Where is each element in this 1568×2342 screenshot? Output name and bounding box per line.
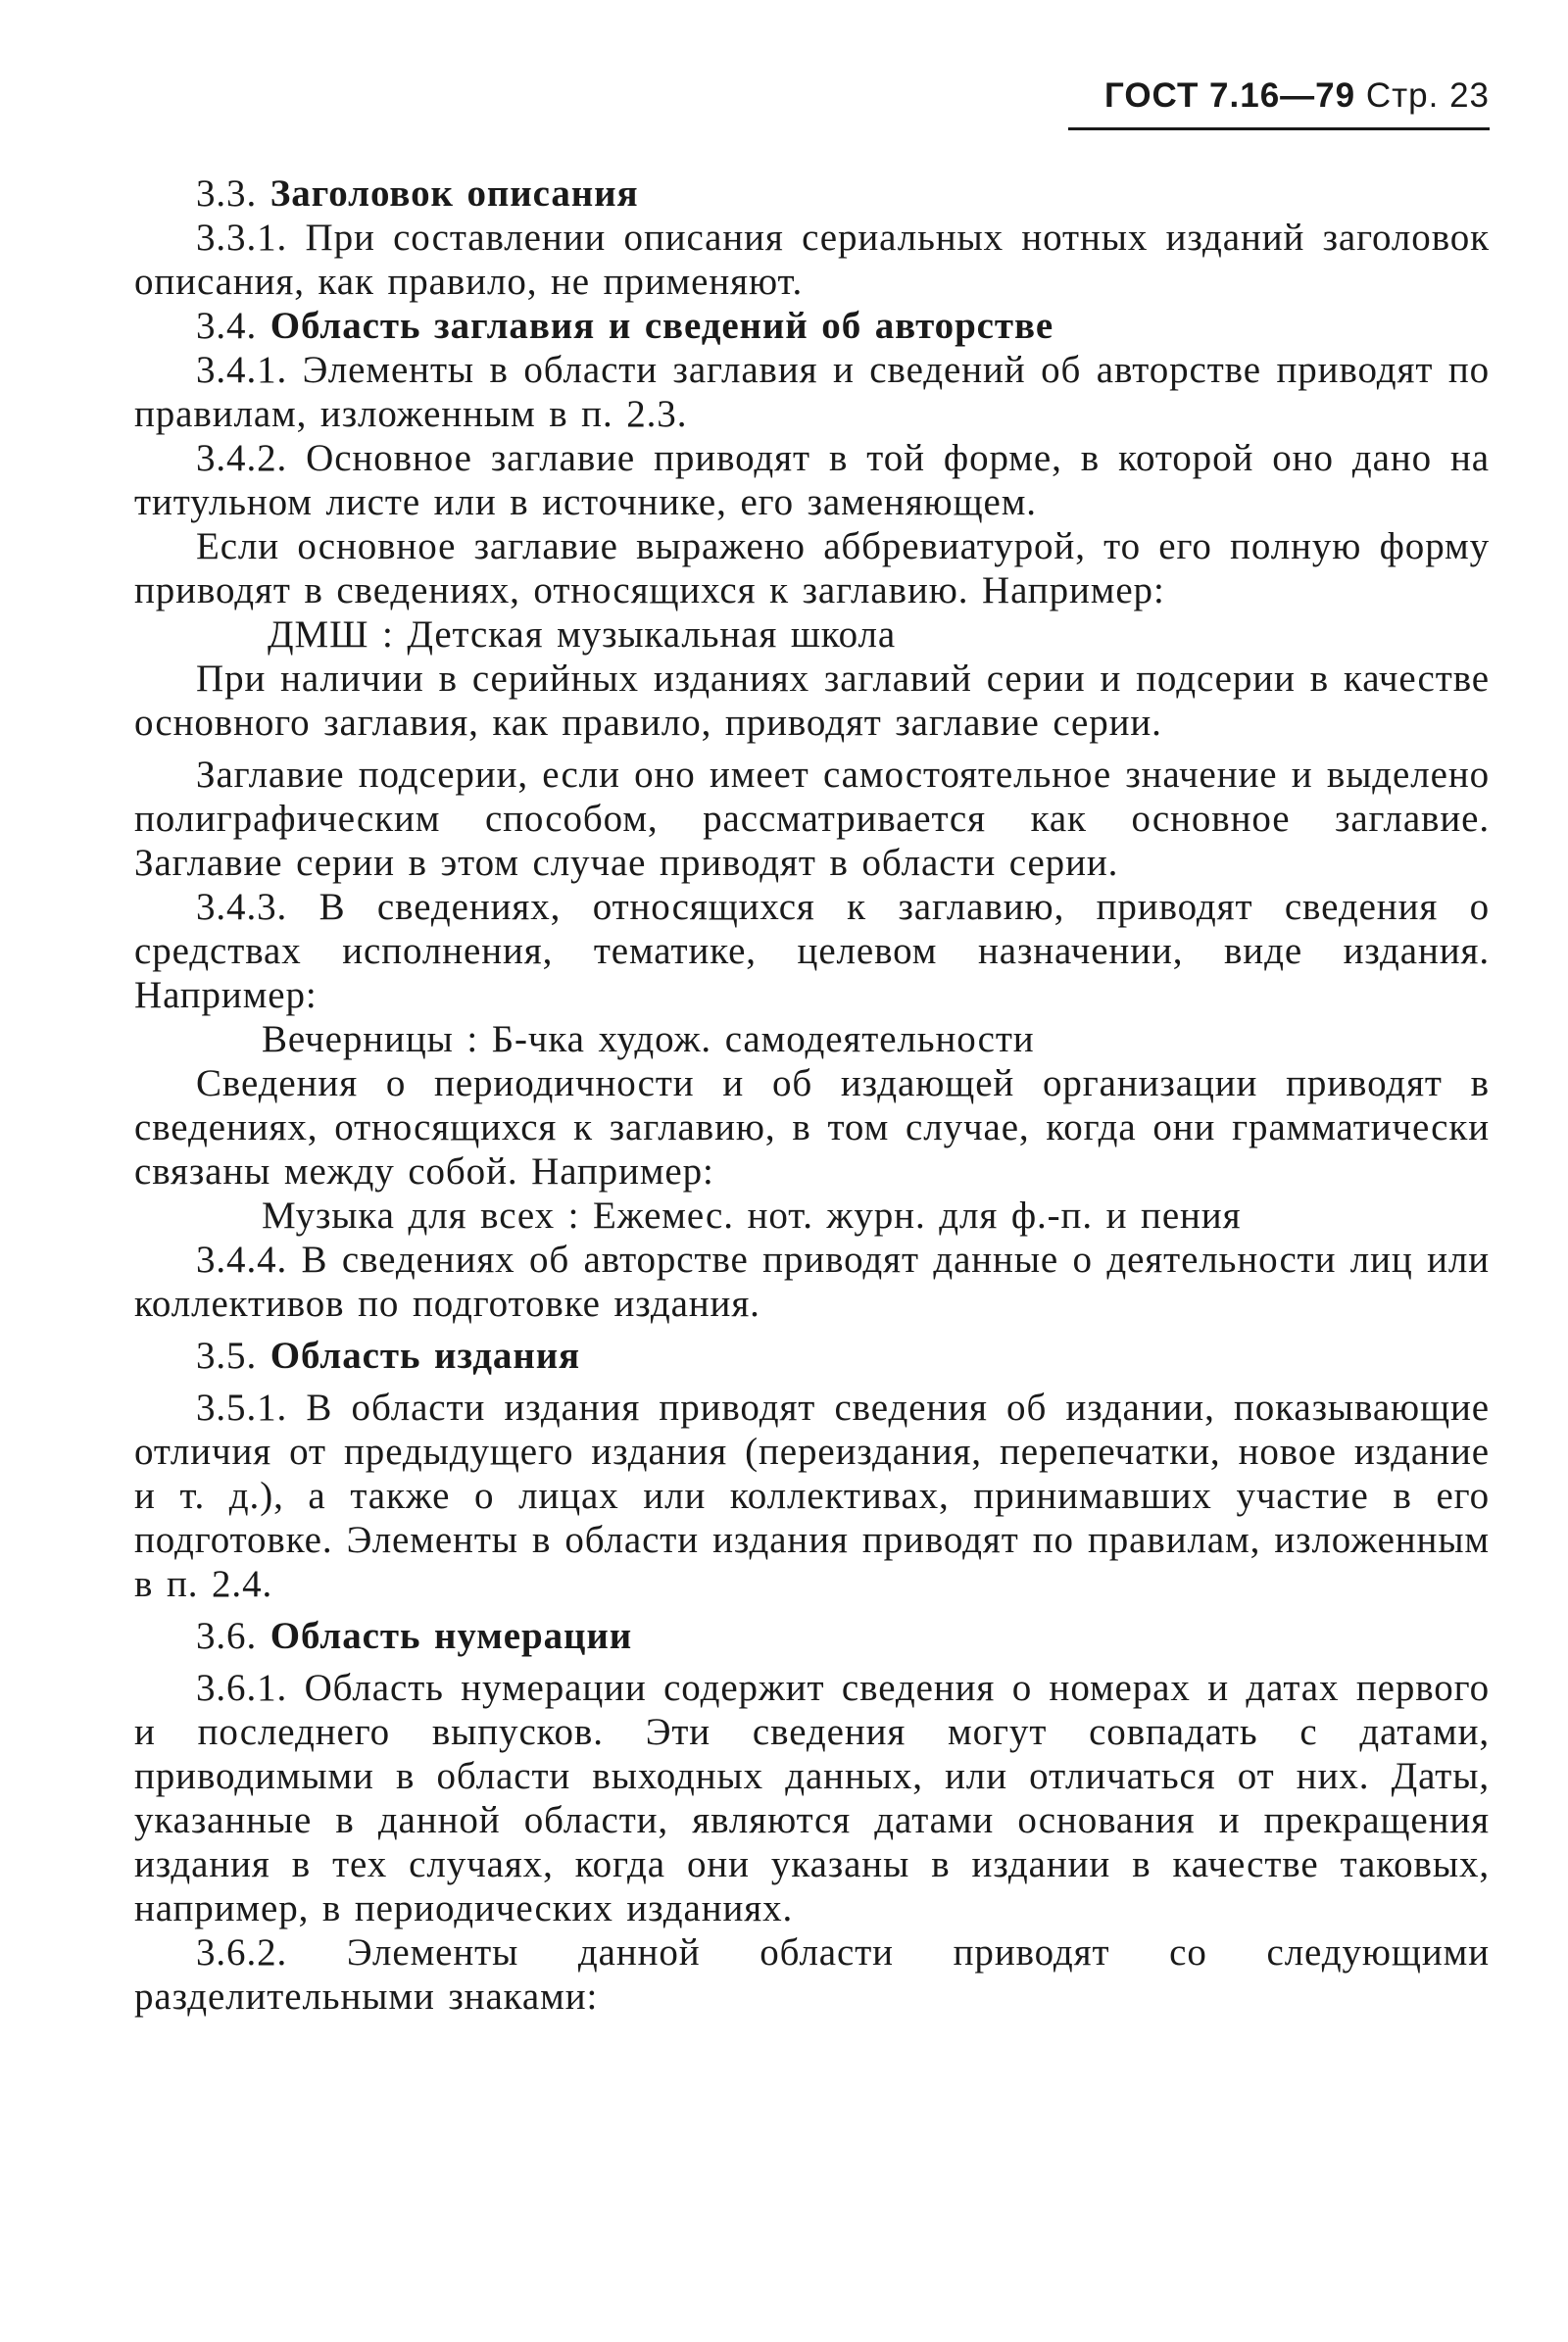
section-title: Область нумерации (270, 1615, 633, 1657)
section-heading-3-3 (134, 171, 1490, 216)
paragraph-3-4-2: 3.4.2. Основное заглавие приводят в той форме, в которой оно дано на титульном листе или в источнике, его заменяющем. (134, 437, 1490, 523)
paragraph-3-6-1: 3.6.1. Область нумерации содержит сведения о номерах и датах первого и последнего выпусков. Эти сведения могут совпадать с датами, приводимыми в области выходных данных, или отличаться от них. Даты, указанные в данной области, являются датами основания и прекращения издания в тех случаях, когда они указаны в издании в качестве таковых, например, в периодических изданиях. (134, 1667, 1490, 1929)
document-body (134, 171, 1490, 2019)
paragraph-abbreviation: Если основное заглавие выражено аббревиатурой, то его полную форму приводят в сведениях, относящихся к заглавию. Например: (134, 525, 1490, 611)
paragraph-3-3-1: 3.3.1. При составлении описания сериальных нотных изданий заголовок описания, как правило, не применяют. (134, 217, 1490, 303)
section-heading-3-5 (134, 1334, 1490, 1378)
example-dmsh: ДМШ : Детская музыкальная школа (268, 613, 897, 656)
section-number: 3.6. (196, 1615, 258, 1657)
section-title: Область заглавия и сведений об авторстве (270, 305, 1054, 347)
page-header (1068, 76, 1490, 116)
section-title: Область издания (270, 1335, 581, 1377)
example-vecherniцy: Вечерницы : Б-чка худож. самодеятельности (262, 1018, 1035, 1060)
paragraph-3-5-1: 3.5.1. В области издания приводят сведения об издании, показывающие отличия от предыдущего издания (переиздания, перепечатки, новое издание и т. д.), а также о лицах или коллективах, принимавших участие в его подготовке. Элементы в области издания приводят по правилам, изложенным в п. 2.4. (134, 1387, 1490, 1605)
paragraph-3-6-2: 3.6.2. Элементы данной области приводят со следующими разделительными знаками: (134, 1931, 1490, 2018)
page-number: Стр. 23 (1365, 76, 1490, 115)
section-heading-3-4 (134, 304, 1490, 348)
section-number: 3.4. (196, 305, 258, 347)
paragraph-3-4-3: 3.4.3. В сведениях, относящихся к заглавию, приводят сведения о средствах исполнения, тематике, целевом назначении, виде издания. Например: (134, 886, 1490, 1016)
header-rule (1068, 127, 1490, 130)
example-music: Музыка для всех : Ежемес. нот. журн. для ф.-п. и пения (262, 1195, 1242, 1237)
section-title: Заголовок описания (270, 172, 639, 215)
paragraph-series: При наличии в серийных изданиях заглавий серии и подсерии в качестве основного заглавия, как правило, приводят заглавие серии. (134, 658, 1490, 744)
paragraph-subseries: Заглавие подсерии, если оно имеет самостоятельное значение и выделено полиграфическим способом, рассматривается как основное заглавие. Заглавие серии в этом случае приводят в области серии. (134, 754, 1490, 884)
section-number: 3.5. (196, 1335, 258, 1377)
paragraph-periodicity: Сведения о периодичности и об издающей организации приводят в сведениях, относящихся к заглавию, в том случае, когда они грамматически связаны между собой. Например: (134, 1062, 1490, 1193)
section-number: 3.3. (196, 172, 258, 215)
standard-number: ГОСТ 7.16—79 (1103, 76, 1356, 115)
section-heading-3-6 (134, 1614, 1490, 1658)
paragraph-3-4-1: 3.4.1. Элементы в области заглавия и сведений об авторстве приводят по правилам, изложенным в п. 2.3. (134, 349, 1490, 435)
paragraph-3-4-4: 3.4.4. В сведениях об авторстве приводят данные о деятельности лиц или коллективов по подготовке издания. (134, 1239, 1490, 1325)
